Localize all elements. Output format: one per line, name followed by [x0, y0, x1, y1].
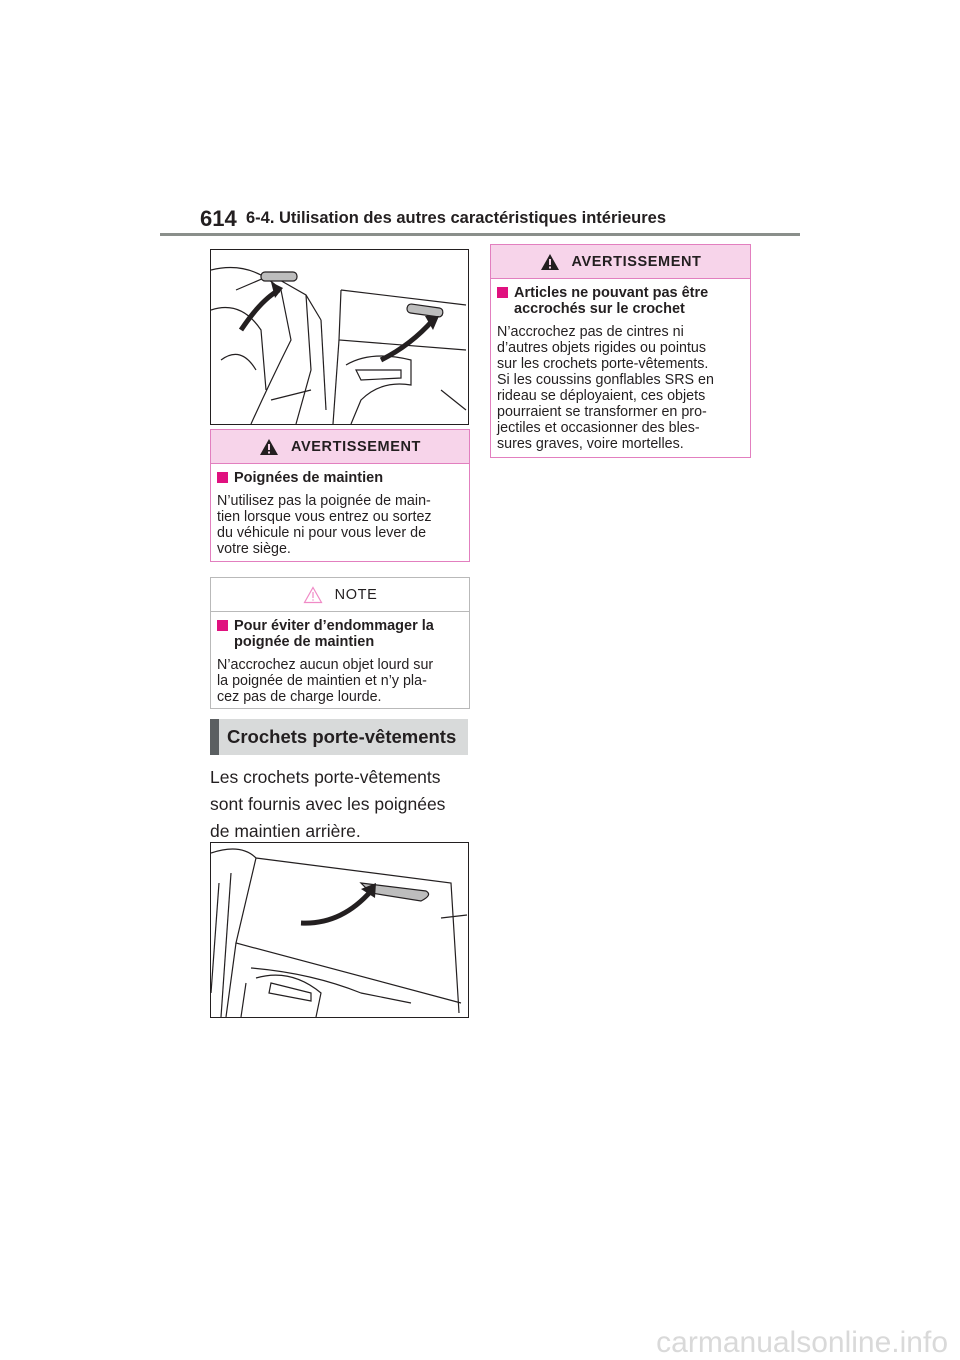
warning-header [491, 245, 750, 279]
warning-triangle-icon [259, 438, 279, 456]
header-rule [160, 233, 800, 236]
grab-handle-illustration [210, 249, 469, 425]
footer-watermark: carmanualsonline.info [656, 1326, 948, 1359]
note-header [211, 578, 469, 612]
warning-item-text: N’utilisez pas la poignée de main- tien lorsque vous entrez ou sortez du véhicule ni pour vous lever de votre siège. [217, 493, 432, 557]
note-label: NOTE [334, 586, 378, 603]
warning-label: AVERTISSEMENT [291, 438, 421, 455]
section-heading: Crochets porte-vêtements [210, 719, 468, 755]
note-item-title: Pour éviter d’endommager la poignée de maintien [217, 618, 462, 650]
warning-box-grab-handles [210, 429, 470, 562]
warning-triangle-icon [540, 253, 560, 271]
bullet-square-icon [217, 620, 228, 631]
warning-item-title: Articles ne pouvant pas être accrochés sur le crochet [497, 285, 743, 317]
warning-item-title: Poignées de maintien [217, 470, 462, 486]
warning-label: AVERTISSEMENT [571, 253, 702, 270]
coat-hook-illustration [210, 842, 469, 1018]
body-paragraph: Les crochets porte-vêtements sont fournis avec les poignées de maintien arrière. [210, 767, 446, 841]
warning-box-coat-hooks [490, 244, 751, 458]
bullet-square-icon [497, 287, 508, 298]
note-item-text: N’accrochez aucun objet lourd sur la poignée de maintien et n’y pla- cez pas de charge lourde. [217, 657, 434, 705]
note-box-grab-handles [210, 577, 470, 709]
caution-triangle-icon [303, 586, 323, 604]
warning-header [211, 430, 469, 464]
page-number: 614 [200, 206, 237, 231]
warning-item-text: N’accrochez pas de cintres ni d’autres objets rigides ou pointus sur les crochets porte-vêtements. Si les coussins gonflables SRS en rideau se déployaient, ces objets pourraient se transformer en pro- jectiles et occasionner des bles- sures graves, voire mortelles. [497, 324, 714, 452]
section-title: 6-4. Utilisation des autres caractéristiques intérieures [246, 209, 667, 227]
bullet-square-icon [217, 472, 228, 483]
